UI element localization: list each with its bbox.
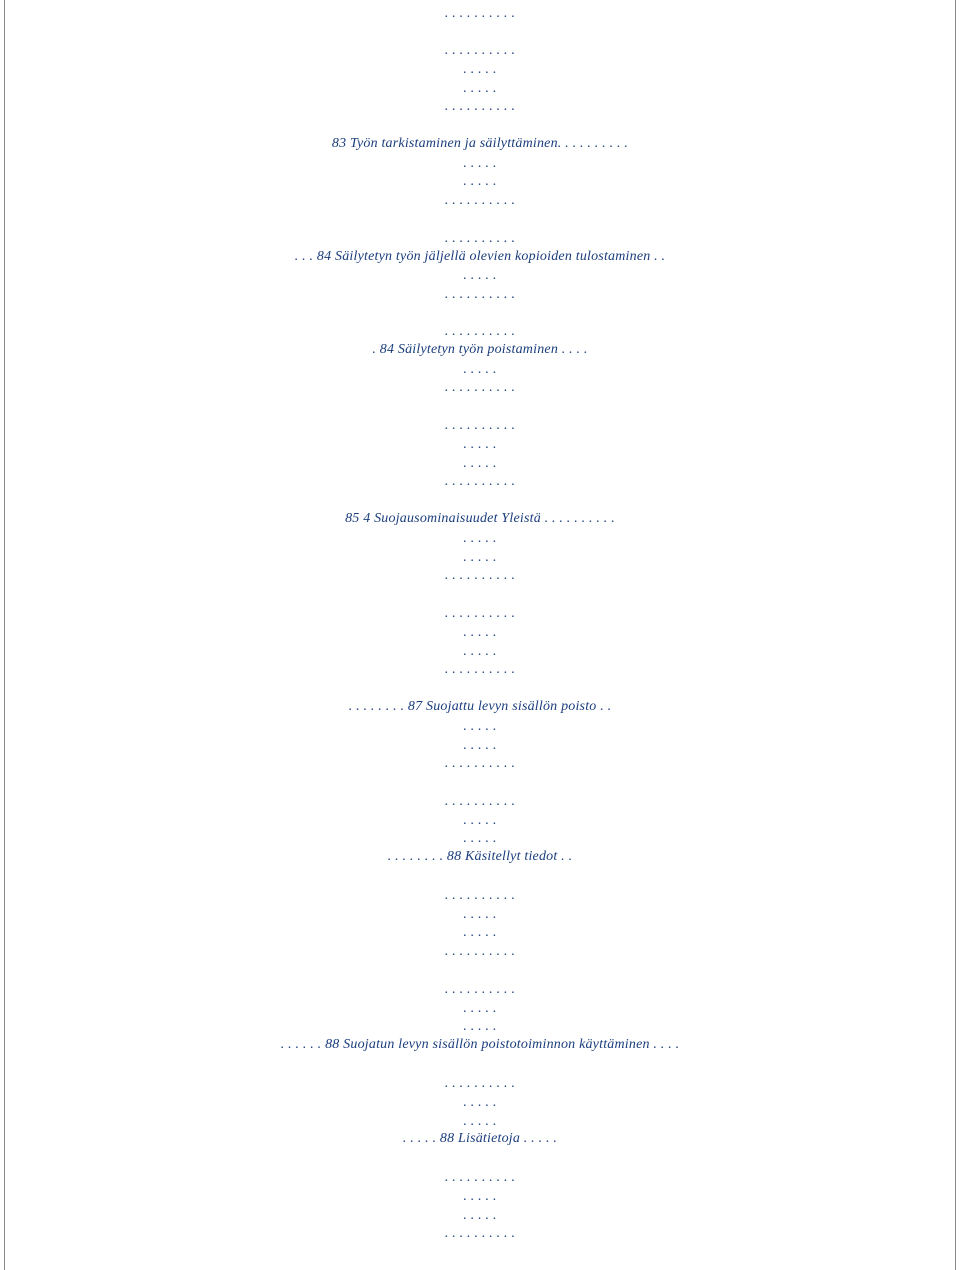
toc-line: . . . . . . . . . . [444, 287, 516, 302]
toc-entry-poistotoiminnon-kayttaminen: . . . . . . 88 Suojatun levyn sisällön poistotoiminnon käyttäminen . . . . [280, 1037, 680, 1052]
toc-line: . . . . . [463, 1001, 497, 1016]
toc-entry-suojausominaisuudet: 85 4 Suojausominaisuudet Yleistä . . . . . . . . . . [345, 511, 615, 526]
toc-line: . . . . . . . . . . [444, 606, 516, 621]
toc-line: . . . . . [463, 1208, 497, 1223]
toc-line: . . . . . [463, 1114, 497, 1129]
toc-entry-tyon-poistaminen: . 84 Säilytetyn työn poistaminen . . . . [372, 342, 588, 357]
toc-line: . . . . . . . . . . [444, 568, 516, 583]
toc-line: . . . . . . . . . . [444, 1170, 516, 1185]
toc-line: . . . . . . . . . . [444, 380, 516, 395]
toc-line: . . . . . [463, 1095, 497, 1110]
toc-line: . . . . . [463, 925, 497, 940]
toc-line: . . . . . . . . . . [444, 324, 516, 339]
toc-line: . . . . . [463, 174, 497, 189]
toc-line: . . . . . . . . . . [444, 6, 516, 21]
toc-line: . . . . . . . . . . [444, 944, 516, 959]
toc-line: . . . . . [463, 81, 497, 96]
toc-line: . . . . . . . . . . [444, 662, 516, 677]
toc-line: . . . . . . . . . . [444, 474, 516, 489]
toc-line: . . . . . [463, 813, 497, 828]
toc-entry-kasitellyt-tiedot: . . . . . . . . 88 Käsitellyt tiedot . . [387, 849, 573, 864]
toc-line: . . . . . [463, 1019, 497, 1034]
toc-line: . . . . . [463, 831, 497, 846]
toc-line: . . . . . [463, 550, 497, 565]
toc-line: . . . . . . . . . . [444, 43, 516, 58]
toc-entry-levyn-sisallon-poisto: . . . . . . . . 87 Suojattu levyn sisällön poisto . . [348, 699, 612, 714]
toc-line: . . . . . . . . . . [444, 756, 516, 771]
toc-line: . . . . . . . . . . [444, 231, 516, 246]
toc-line: . . . . . [463, 531, 497, 546]
toc-line: . . . . . [463, 456, 497, 471]
toc-line: . . . . . . . . . . [444, 1226, 516, 1241]
toc-line: . . . . . . . . . . [444, 794, 516, 809]
toc-entry-lisatietoja: . . . . . 88 Lisätietoja . . . . . [402, 1131, 558, 1146]
toc-line: . . . . . [463, 62, 497, 77]
toc-line: . . . . . . . . . . [444, 982, 516, 997]
toc-line: . . . . . [463, 625, 497, 640]
toc-line: . . . . . . . . . . [444, 99, 516, 114]
toc-line: . . . . . . . . . . [444, 418, 516, 433]
toc-line: . . . . . [463, 719, 497, 734]
toc-entry-tyon-tarkistaminen: 83 Työn tarkistaminen ja säilyttäminen. . . . . . . . . . [331, 136, 629, 151]
toc-line: . . . . . [463, 268, 497, 283]
toc-entry-kopioiden-tulostaminen: . . . 84 Säilytetyn työn jäljellä olevien kopioiden tulostaminen . . [294, 249, 666, 264]
toc-line: . . . . . [463, 907, 497, 922]
toc-line: . . . . . [463, 437, 497, 452]
toc-line: . . . . . [463, 362, 497, 377]
toc-line: . . . . . . . . . . [444, 1076, 516, 1091]
toc-line: . . . . . [463, 156, 497, 171]
toc-line: . . . . . [463, 644, 497, 659]
toc-line: . . . . . . . . . . [444, 193, 516, 208]
toc-line: . . . . . [463, 1189, 497, 1204]
toc-line: . . . . . . . . . . [444, 888, 516, 903]
toc-line: . . . . . [463, 738, 497, 753]
